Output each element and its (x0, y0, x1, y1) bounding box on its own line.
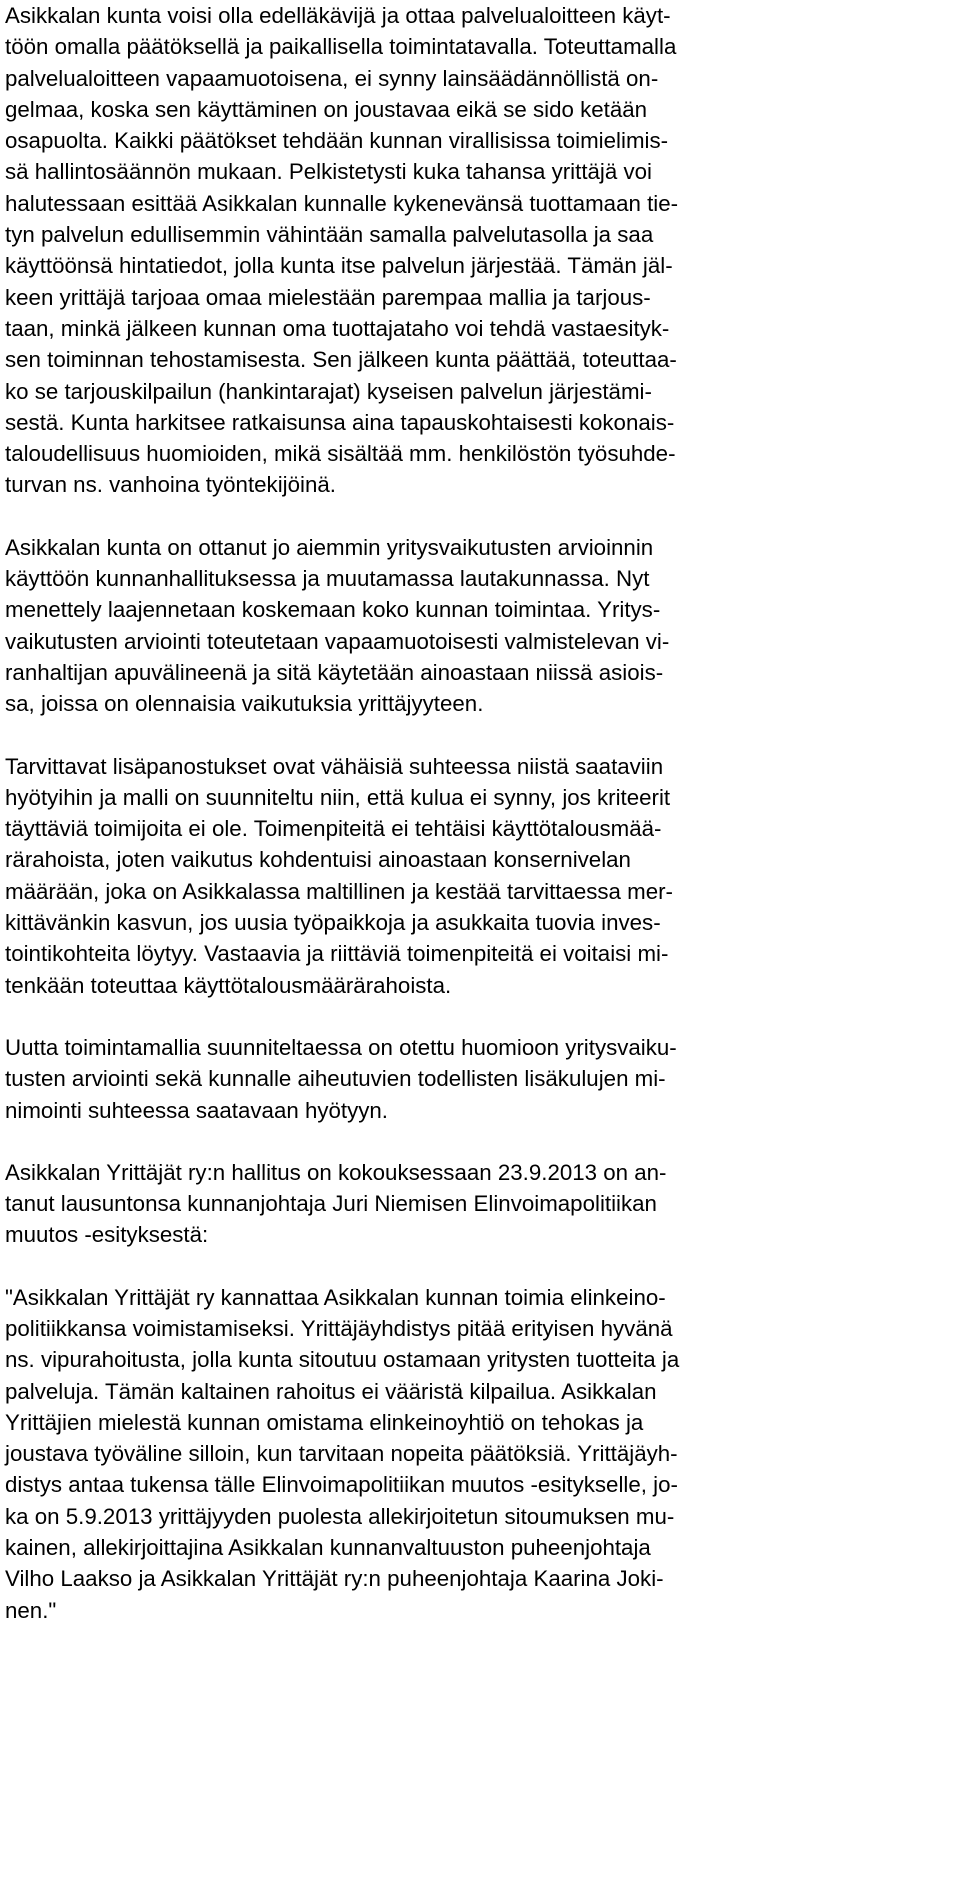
text-line: tointikohteita löytyy. Vastaavia ja riittäviä toimenpiteitä ei voitaisi mi- (5, 941, 669, 967)
text-line: politiikkansa voimistamiseksi. Yrittäjäyhdistys pitää erityisen hyvänä (5, 1315, 673, 1341)
text-line: gelmaa, koska sen käyttäminen on joustavaa eikä se sido ketään (5, 96, 648, 122)
text-line: Asikkalan kunta on ottanut jo aiemmin yritysvaikutusten arvioinnin (5, 534, 654, 560)
text-line: taloudellisuus huomioiden, mikä sisältää mm. henkilöstön työsuhde- (5, 441, 676, 467)
text-line: ns. vipurahoitusta, jolla kunta sitoutuu ostamaan yritysten tuotteita ja (5, 1347, 680, 1373)
text-line: tanut lausuntonsa kunnanjohtaja Juri Niemisen Elinvoimapolitiikan (5, 1191, 657, 1217)
text-line: Vilho Laakso ja Asikkalan Yrittäjät ry:n puheenjohtaja Kaarina Joki- (5, 1566, 664, 1592)
text-line: muutos -esityksestä: (5, 1222, 209, 1248)
text-line: turvan ns. vanhoina työntekijöinä. (5, 472, 336, 498)
text-line: tyn palvelun edullisemmin vähintään samalla palvelutasolla ja saa (5, 222, 654, 248)
text-line: täyttäviä toimijoita ei ole. Toimenpiteitä ei tehtäisi käyttötalousmää- (5, 816, 662, 842)
text-line: joustava työväline silloin, kun tarvitaan nopeita päätöksiä. Yrittäjäyh- (5, 1441, 678, 1467)
paragraph-lisapanostukset (5, 751, 795, 1001)
text-line: keen yrittäjä tarjoaa omaa mielestään parempaa mallia ja tarjous- (5, 284, 651, 310)
text-line: menettely laajennetaan koskemaan koko kunnan toimintaa. Yritys- (5, 597, 661, 623)
paragraph-palvelualoite (5, 0, 795, 501)
text-line: hyötyihin ja malli on suunniteltu niin, että kulua ei synny, jos kriteerit (5, 784, 671, 810)
paragraph-lausunto-quote (5, 1282, 795, 1626)
text-line: määrään, joka on Asikkalassa maltillinen ja kestää tarvittaessa mer- (5, 878, 673, 904)
paragraph-lausunto-intro (5, 1157, 795, 1251)
text-line: nimointi suhteessa saatavaan hyötyyn. (5, 1097, 388, 1123)
text-line: ka on 5.9.2013 yrittäjyyden puolesta allekirjoitetun sitoumuksen mu- (5, 1503, 675, 1529)
text-line: halutessaan esittää Asikkalan kunnalle kykenevänsä tuottamaan tie- (5, 190, 679, 216)
text-line: käyttöönsä hintatiedot, jolla kunta itse palvelun järjestää. Tämän jäl- (5, 253, 673, 279)
text-line: distys antaa tukensa tälle Elinvoimapolitiikan muutos -esitykselle, jo- (5, 1472, 678, 1498)
text-line: Yrittäjien mielestä kunnan omistama elinkeinoyhtiö on tehokas ja (5, 1409, 644, 1435)
text-line: sa, joissa on olennaisia vaikutuksia yrittäjyyteen. (5, 691, 484, 717)
text-line: sä hallintosäännön mukaan. Pelkistetysti kuka tahansa yrittäjä voi (5, 159, 652, 185)
text-line: ranhaltijan apuvälineenä ja sitä käytetään ainoastaan niissä asiois- (5, 659, 664, 685)
text-line: tenkään toteuttaa käyttötalousmäärärahoista. (5, 972, 452, 998)
text-line: kainen, allekirjoittajina Asikkalan kunnanvaltuuston puheenjohtaja (5, 1535, 651, 1561)
text-line: "Asikkalan Yrittäjät ry kannattaa Asikkalan kunnan toimia elinkeino- (5, 1284, 666, 1310)
text-line: sestä. Kunta harkitsee ratkaisunsa aina tapauskohtaisesti kokonais- (5, 409, 675, 435)
text-line: vaikutusten arviointi toteutetaan vapaamuotoisesti valmistelevan vi- (5, 628, 670, 654)
text-line: Asikkalan Yrittäjät ry:n hallitus on kokouksessaan 23.9.2013 on an- (5, 1159, 667, 1185)
document-page (5, 0, 795, 1626)
text-line: palvelualoitteen vapaamuotoisena, ei synny lainsäädännöllistä on- (5, 65, 659, 91)
text-line: taan, minkä jälkeen kunnan oma tuottajataho voi tehdä vastaesityk- (5, 315, 670, 341)
text-line: Asikkalan kunta voisi olla edelläkävijä ja ottaa palvelualoitteen käyt- (5, 3, 671, 28)
text-line: nen." (5, 1597, 57, 1623)
text-line: sen toiminnan tehostamisesta. Sen jälkeen kunta päättää, toteuttaa- (5, 347, 677, 373)
text-line: töön omalla päätöksellä ja paikallisella toimintatavalla. Toteuttamalla (5, 34, 677, 60)
text-line: tusten arviointi sekä kunnalle aiheutuvien todellisten lisäkulujen mi- (5, 1066, 666, 1092)
text-line: ko se tarjouskilpailun (hankintarajat) kyseisen palvelun järjestämi- (5, 378, 652, 404)
text-line: käyttöön kunnanhallituksessa ja muutamassa lautakunnassa. Nyt (5, 566, 650, 592)
text-line: Tarvittavat lisäpanostukset ovat vähäisiä suhteessa niistä saataviin (5, 753, 664, 779)
paragraph-yritysvaikutukset (5, 532, 795, 720)
text-line: kittävänkin kasvun, jos uusia työpaikkoja ja asukkaita tuovia inves- (5, 910, 661, 936)
paragraph-toimintamalli (5, 1032, 795, 1126)
text-line: osapuolta. Kaikki päätökset tehdään kunnan virallisissa toimielimis- (5, 128, 669, 154)
text-line: rärahoista, joten vaikutus kohdentuisi ainoastaan konsernivelan (5, 847, 631, 873)
text-line: palveluja. Tämän kaltainen rahoitus ei vääristä kilpailua. Asikkalan (5, 1378, 657, 1404)
text-line: Uutta toimintamallia suunniteltaessa on otettu huomioon yritysvaiku- (5, 1034, 677, 1060)
